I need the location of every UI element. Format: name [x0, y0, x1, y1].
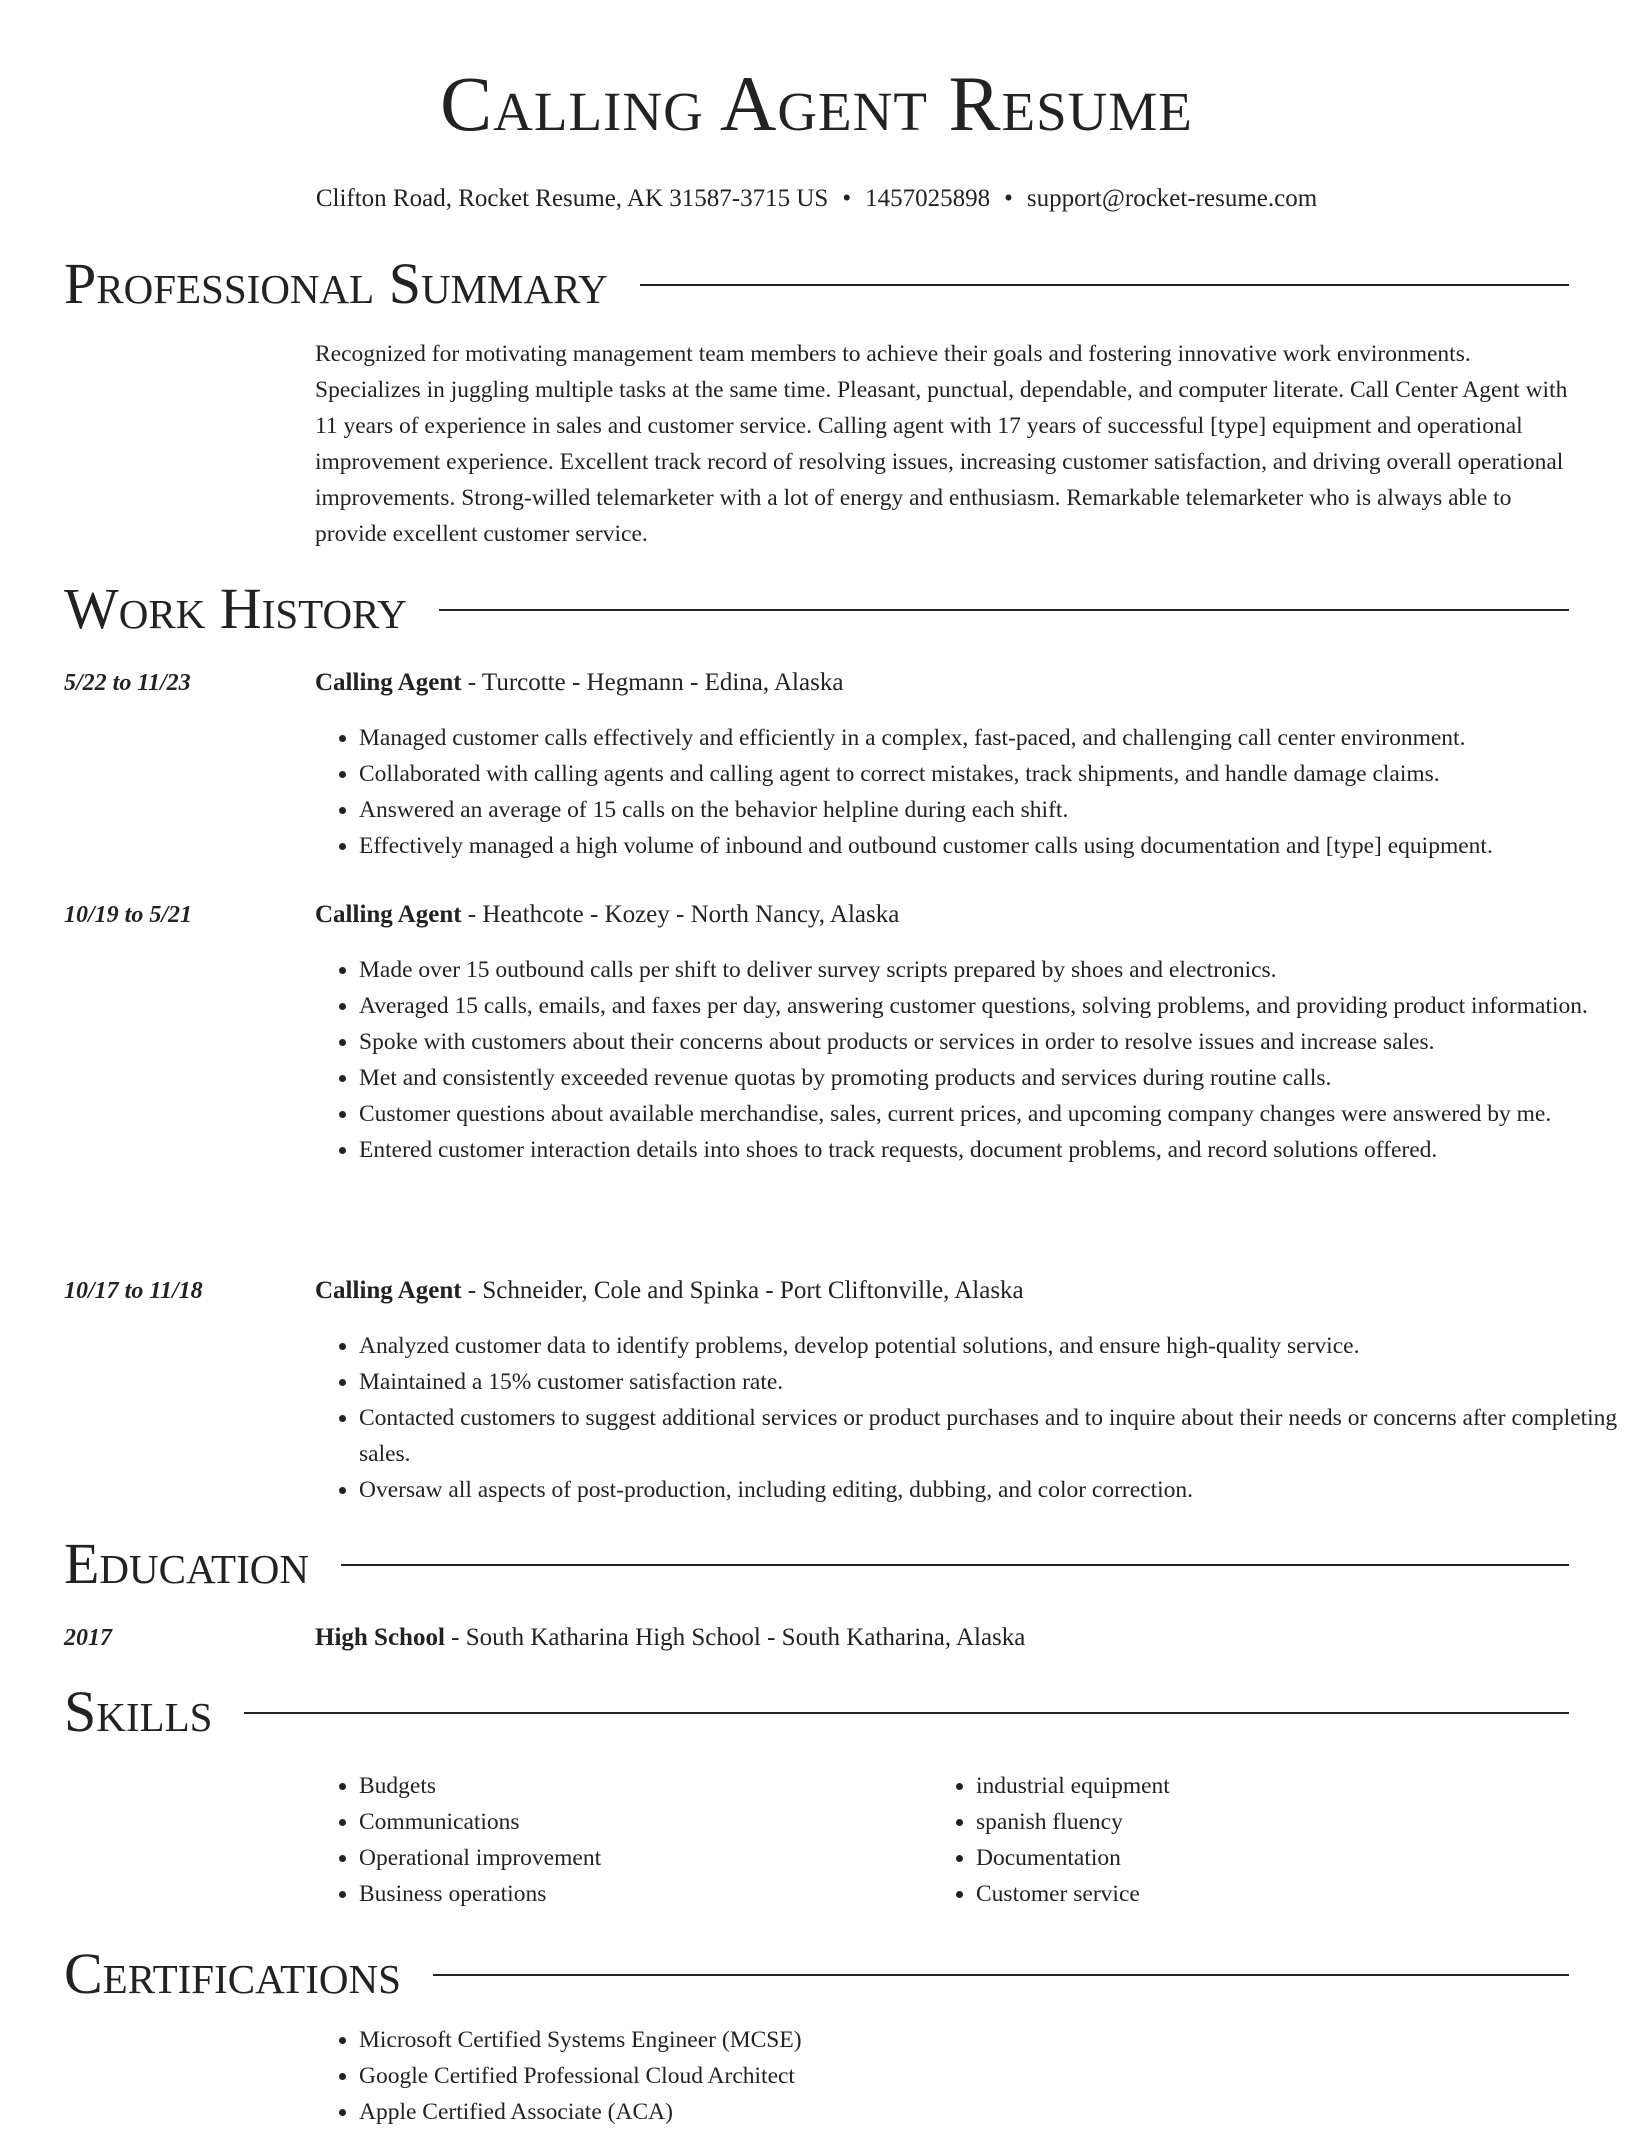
list-item: • Customer service [976, 1876, 1536, 1912]
list-item: • spanish fluency [976, 1804, 1536, 1840]
education-year: 2017 [64, 1625, 112, 1651]
job-dates: 10/17 to 11/18 [64, 1278, 203, 1304]
list-item: • Business operations [359, 1876, 919, 1912]
list-item: • Communications [359, 1804, 919, 1840]
list-item: • Apple Certified Associate (ACA) [359, 2094, 1624, 2130]
certifications-heading: Certifications [64, 1941, 401, 2006]
skills-heading: Skills [64, 1679, 213, 1744]
list-item: • Made over 15 outbound calls per shift to deliver survey scripts prepared by shoes and electronics. [359, 952, 1624, 988]
resume-title: Calling Agent Resume [440, 60, 1193, 147]
job-title: Calling Agent [315, 901, 462, 928]
list-item: • Maintained a 15% customer satisfaction rate. [359, 1364, 1624, 1400]
list-item: • Oversaw all aspects of post-production, including editing, dubbing, and color correction. [359, 1472, 1624, 1508]
job-heading [315, 899, 899, 931]
education-heading: Education [64, 1531, 309, 1596]
job-details: - Schneider, Cole and Spinka - Port Cliftonville, Alaska [461, 1277, 1024, 1304]
job-heading [315, 1275, 1024, 1307]
job-bullets [315, 952, 1624, 1168]
skills-section-header [64, 1680, 1569, 1744]
certifications-section-header [64, 1942, 1569, 2006]
education-degree: High School [315, 1624, 445, 1651]
summary-section-header [64, 252, 1569, 316]
section-divider [439, 609, 1569, 611]
job-heading [315, 667, 843, 699]
job-details: - Turcotte - Hegmann - Edina, Alaska [461, 669, 844, 696]
list-item: • Managed customer calls effectively and efficiently in a complex, fast-paced, and challenging call center environment. [359, 720, 1624, 756]
list-item: • Customer questions about available merchandise, sales, current prices, and upcoming company changes were answered by me. [359, 1096, 1624, 1132]
summary-heading: Professional Summary [64, 251, 608, 316]
list-item: • industrial equipment [976, 1768, 1536, 1804]
resume-page [64, 0, 1618, 2125]
education-section-header [64, 1532, 1569, 1596]
job-title: Calling Agent [315, 669, 462, 696]
skills-list-left [315, 1768, 919, 1912]
work-heading: Work History [64, 576, 407, 641]
list-item: • Entered customer interaction details into shoes to track requests, document problems, and record solutions offered. [359, 1132, 1624, 1168]
list-item: • Documentation [976, 1840, 1536, 1876]
education-entry [315, 1622, 1025, 1654]
list-item: • Google Certified Professional Cloud Architect [359, 2058, 1624, 2094]
list-item: • Microsoft Certified Systems Engineer (MCSE) [359, 2022, 1624, 2058]
list-item: • Operational improvement [359, 1840, 919, 1876]
job-bullets [315, 720, 1624, 864]
education-details: - South Katharina High School - South Katharina, Alaska [444, 1624, 1026, 1651]
work-section-header [64, 577, 1569, 641]
list-item: • Analyzed customer data to identify problems, develop potential solutions, and ensure high-quality service. [359, 1328, 1624, 1364]
contact-email[interactable]: support@rocket-resume.com [1026, 185, 1318, 212]
job-bullets [315, 1328, 1624, 1508]
bullet-separator: • [1004, 185, 1013, 212]
section-divider [244, 1712, 1569, 1714]
list-item: • Averaged 15 calls, emails, and faxes per day, answering customer questions, solving problems, and providing product information. [359, 988, 1624, 1024]
job-title: Calling Agent [315, 1277, 462, 1304]
job-dates: 5/22 to 11/23 [64, 670, 191, 696]
contact-line [64, 184, 1569, 214]
list-item: • Collaborated with calling agents and calling agent to correct mistakes, track shipments, and handle damage claims. [359, 756, 1624, 792]
job-dates: 10/19 to 5/21 [64, 902, 193, 928]
list-item: • Spoke with customers about their concerns about products or services in order to resolve issues and increase sales. [359, 1024, 1624, 1060]
section-divider [341, 1564, 1569, 1566]
section-divider [433, 1974, 1569, 1976]
job-details: - Heathcote - Kozey - North Nancy, Alaska [461, 901, 900, 928]
certifications-list [315, 2022, 1624, 2130]
skills-list-right [932, 1768, 1536, 1912]
summary-text: Recognized for motivating management team members to achieve their goals and fostering innovative work environments. Specializes in juggling multiple tasks at the same time. Pleasant, punctual, dependable, and computer literate. Call Center Agent with 11 years of experience in sales and customer service. Calling agent with 17 years of successful [type] equipment and operational improvement experience. Excellent track record of resolving issues, increasing customer satisfaction, and driving overall operational improvements. Strong-willed telemarketer with a lot of energy and enthusiasm. Remarkable telemarketer who is always able to provide excellent customer service. [315, 341, 1568, 547]
section-divider [640, 284, 1569, 286]
list-item: • Contacted customers to suggest additional services or product purchases and to inquire about their needs or concerns after completing sales. [359, 1400, 1624, 1472]
list-item: • Budgets [359, 1768, 919, 1804]
list-item: • Met and consistently exceeded revenue quotas by promoting products and services during routine calls. [359, 1060, 1624, 1096]
contact-phone: 1457025898 [865, 185, 991, 212]
bullet-separator: • [842, 185, 852, 212]
contact-address: Clifton Road, Rocket Resume, AK 31587-3715 US [315, 185, 829, 212]
list-item: • Answered an average of 15 calls on the behavior helpline during each shift. [359, 792, 1624, 828]
list-item: • Effectively managed a high volume of inbound and outbound customer calls using documentation and [type] equipment. [359, 828, 1624, 864]
